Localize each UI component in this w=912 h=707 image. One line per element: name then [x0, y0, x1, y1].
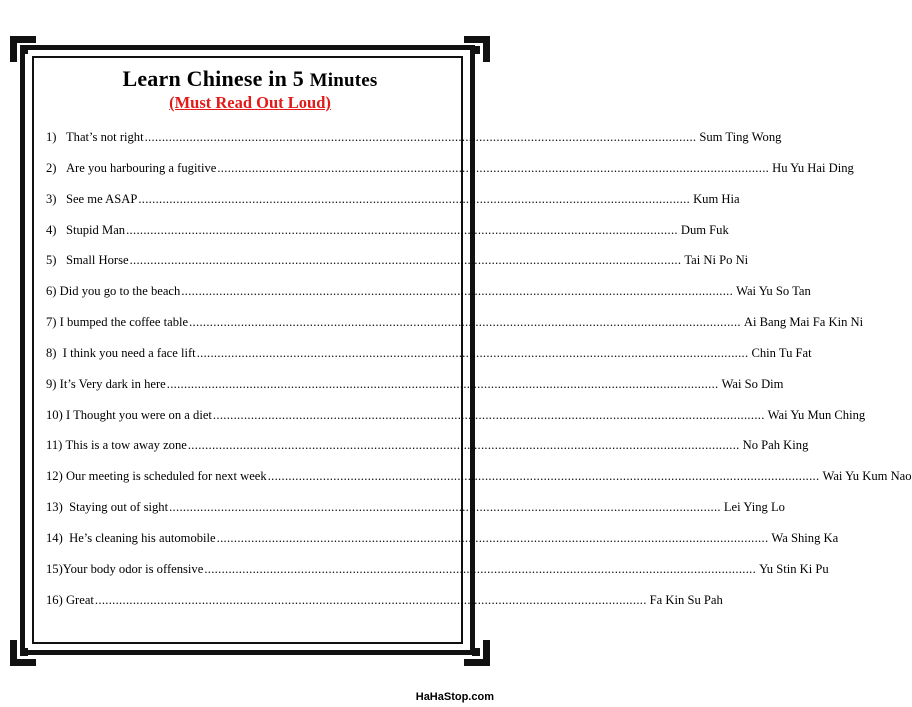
item-phrase: Staying out of sight	[69, 500, 169, 515]
page-title	[40, 66, 460, 92]
item-number: 15)	[46, 561, 63, 576]
item-answer: Fa Kin Su Pah	[649, 592, 723, 607]
item-answer: Chin Tu Fat	[751, 345, 812, 360]
item-number: 14)	[46, 530, 63, 545]
item-number: 7)	[46, 315, 57, 330]
item-answer: Yu Stin Ki Pu	[759, 561, 829, 576]
list-item	[46, 191, 740, 223]
leader-dots: ................................................................................................................................................................	[204, 561, 757, 576]
corner-ornament-icon	[464, 640, 490, 666]
item-number: 6)	[46, 284, 57, 299]
list-item	[46, 561, 829, 593]
list-item	[46, 469, 912, 500]
leader-dots: ................................................................................................................................................................	[144, 130, 697, 144]
item-phrase: I bumped the coffee table	[59, 315, 189, 330]
item-phrase: See me ASAP	[65, 191, 138, 206]
page-subtitle: (Must Read Out Loud)	[169, 93, 331, 112]
item-answer: Sum Ting Wong	[699, 130, 782, 144]
item-phrase: Our meeting is scheduled for next week	[65, 469, 267, 484]
leader-dots: ................................................................................................................................................................	[94, 592, 647, 607]
item-number: 9)	[46, 376, 57, 391]
item-number: 4)	[46, 222, 57, 237]
leader-dots: ................................................................................................................................................................	[169, 500, 721, 515]
list-item	[46, 222, 729, 254]
item-number: 16)	[46, 592, 63, 607]
item-number: 12)	[46, 469, 63, 484]
item-answer: No Pah King	[742, 438, 809, 453]
item-number: 1)	[46, 130, 57, 144]
corner-ornament-icon	[464, 36, 490, 62]
title-main: Learn Chinese in 5	[122, 66, 304, 91]
item-answer: Dum Fuk	[680, 222, 729, 237]
item-phrase: Stupid Man	[65, 222, 126, 237]
item-answer: Wai Yu So Tan	[736, 284, 811, 299]
leader-dots: ................................................................................................................................................................	[267, 469, 820, 484]
item-phrase: That’s not right	[65, 130, 144, 144]
list-item	[46, 315, 864, 346]
item-phrase: I think you need a face lift	[62, 345, 196, 360]
item-number: 3)	[46, 191, 57, 206]
leader-dots: ................................................................................................................................................................	[216, 530, 769, 545]
item-phrase: Did you go to the beach	[59, 284, 181, 299]
list-item	[46, 130, 782, 161]
list-item	[46, 500, 785, 531]
item-number: 13)	[46, 500, 63, 515]
item-answer: Tai Ni Po Ni	[684, 253, 749, 268]
item-number: 8)	[46, 345, 57, 360]
item-number: 11)	[46, 438, 63, 453]
list-item	[46, 438, 809, 469]
leader-dots: ................................................................................................................................................................	[212, 407, 765, 422]
item-phrase: Your body odor is offensive	[62, 561, 204, 576]
leader-dots: ................................................................................................................................................................	[138, 191, 691, 206]
leader-dots: ................................................................................................................................................................	[196, 345, 749, 360]
title-suffix: Minutes	[309, 70, 378, 91]
item-phrase: Great	[65, 592, 94, 607]
item-phrase: He’s cleaning his automobile	[69, 530, 216, 545]
leader-dots: ................................................................................................................................................................	[189, 315, 741, 330]
item-answer: Wai So Dim	[721, 376, 784, 391]
item-answer: Wai Yu Kum Nao	[822, 469, 912, 484]
item-answer: Hu Yu Hai Ding	[772, 160, 854, 175]
item-phrase: It’s Very dark in here	[59, 376, 166, 391]
item-number: 2)	[46, 160, 57, 175]
item-phrase: I Thought you were on a diet	[65, 407, 212, 422]
item-number: 5)	[46, 253, 57, 268]
phrase-list	[46, 130, 912, 624]
corner-ornament-icon	[10, 640, 36, 666]
leader-dots: ................................................................................................................................................................	[126, 222, 678, 237]
item-answer: Ai Bang Mai Fa Kin Ni	[743, 315, 864, 330]
item-number: 10)	[46, 407, 63, 422]
leader-dots: ................................................................................................................................................................	[187, 438, 740, 453]
corner-ornament-icon	[10, 36, 36, 62]
list-item	[46, 376, 784, 408]
list-item	[46, 253, 749, 284]
leader-dots: ................................................................................................................................................................	[217, 160, 770, 175]
list-item	[46, 284, 811, 315]
item-answer: Wa Shing Ka	[771, 530, 839, 545]
leader-dots: ................................................................................................................................................................	[129, 253, 682, 268]
item-answer: Wai Yu Mun Ching	[767, 407, 866, 422]
item-phrase: This is a tow away zone	[65, 438, 187, 453]
leader-dots: ................................................................................................................................................................	[166, 376, 719, 391]
item-answer: Kum Hia	[693, 191, 740, 206]
list-item	[46, 530, 839, 562]
watermark-text: HaHaStop.com	[415, 691, 494, 703]
list-item	[46, 160, 854, 192]
item-phrase: Are you harbouring a fugitive	[65, 160, 217, 175]
list-item	[46, 592, 723, 624]
item-phrase: Small Horse	[65, 253, 129, 268]
leader-dots: ................................................................................................................................................................	[181, 284, 734, 299]
list-item	[46, 407, 866, 439]
list-item	[46, 345, 812, 377]
item-answer: Lei Ying Lo	[723, 500, 785, 515]
